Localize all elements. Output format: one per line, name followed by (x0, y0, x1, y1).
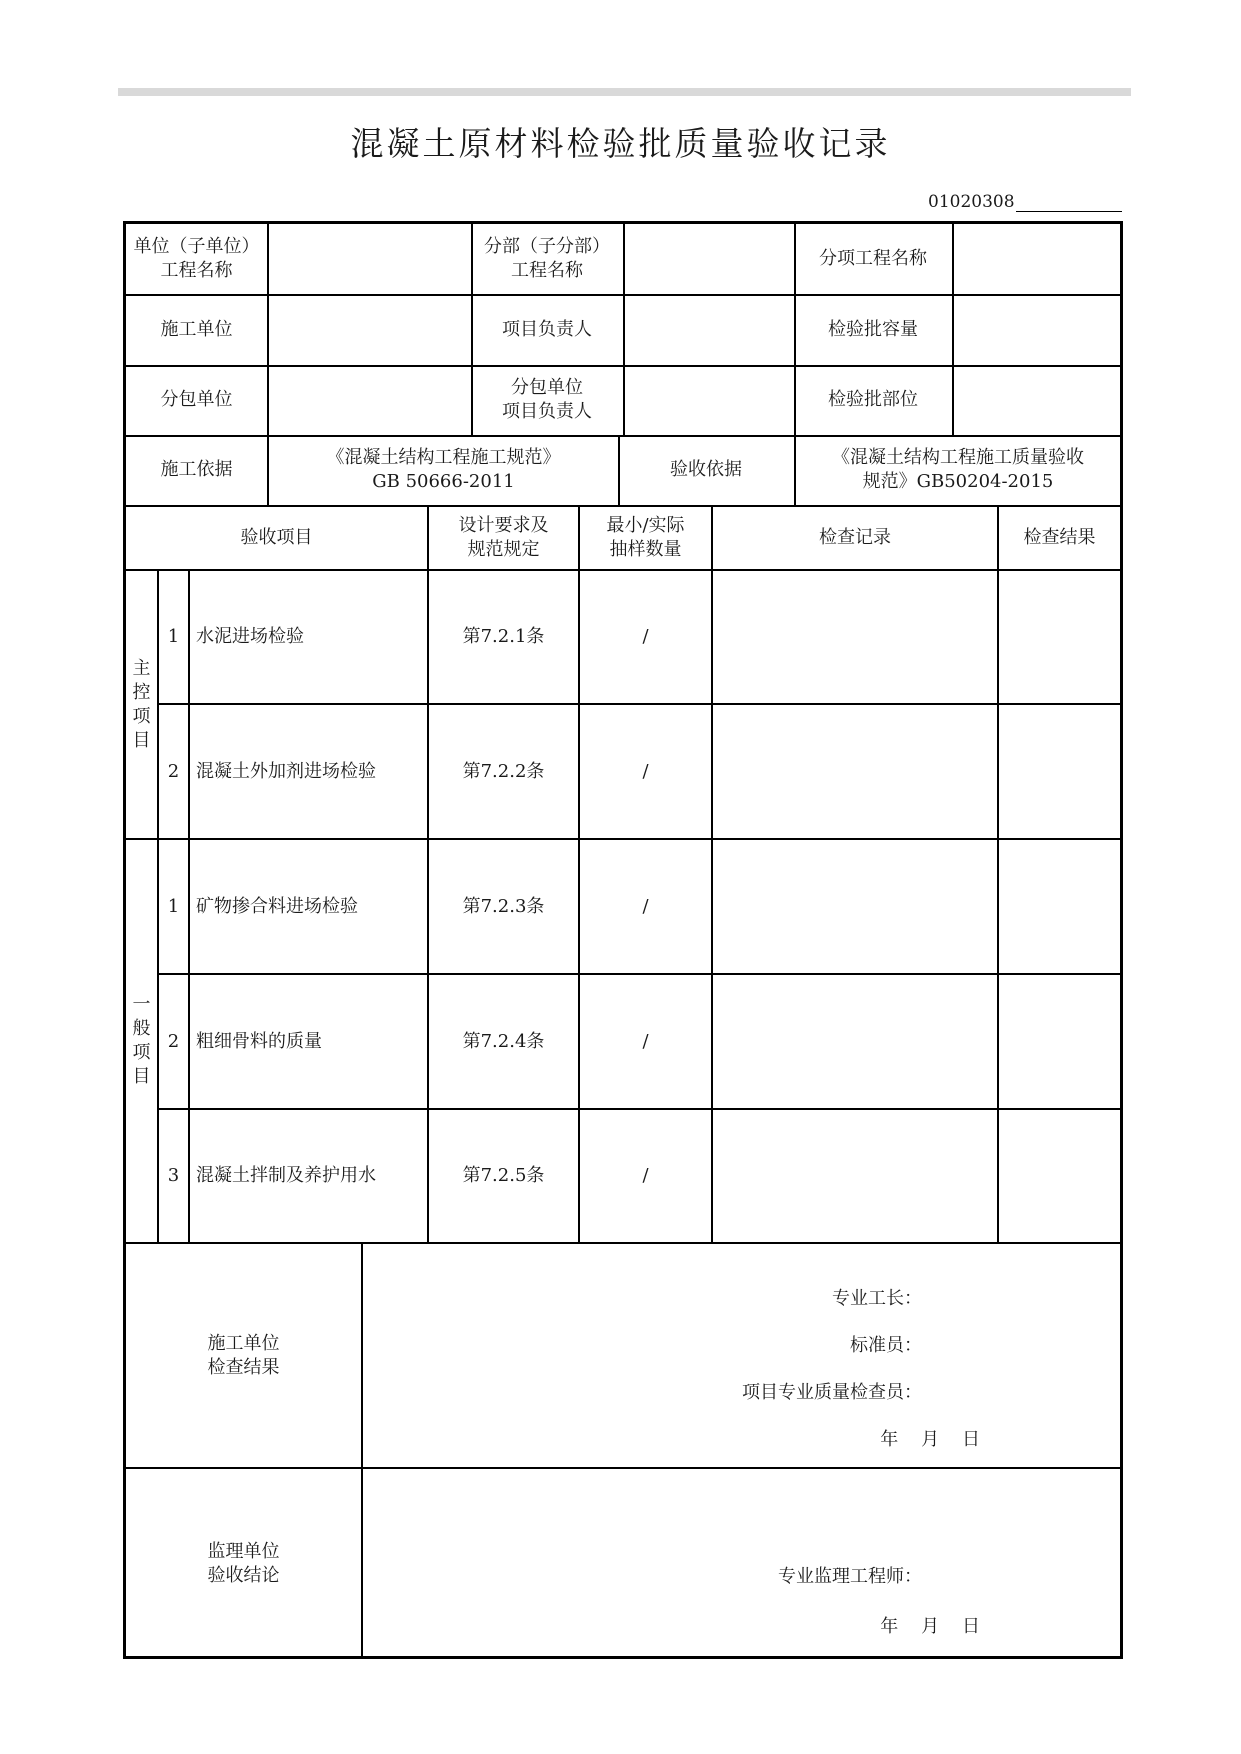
item-name: 水泥进场检验 (196, 626, 304, 647)
batch-capacity-label: 检验批容量 (828, 318, 918, 340)
unit-project-label: 单位（子单位） 工程名称 (133, 236, 260, 281)
construction-check-label: 施工单位 检查结果 (207, 1332, 280, 1378)
supervision-date: 年 月 日 (880, 1616, 980, 1637)
item-project-label: 分项工程名称 (819, 248, 927, 269)
acceptance-basis-value: 《混凝土结构工程施工质量验收 规范》GB50204-2015 (832, 447, 1084, 492)
constructor-label: 施工单位 (160, 318, 233, 340)
item-number: 1 (167, 895, 180, 917)
supervision-engineer-signature: 专业监理工程师： (778, 1566, 922, 1587)
basis-label: 施工依据 (160, 459, 233, 480)
item-name: 粗细骨料的质量 (196, 1030, 322, 1052)
col-sample: 最小/实际 抽样数量 (606, 515, 685, 560)
item-number: 2 (167, 1030, 180, 1052)
construction-date: 年 月 日 (880, 1429, 980, 1450)
col-design: 设计要求及 规范规定 (458, 515, 549, 560)
project-manager-label: 项目负责人 (502, 318, 592, 340)
form-code: 01020308 (928, 192, 1015, 212)
item-clause: 第7.2.5条 (462, 1165, 545, 1186)
item-sample: / (642, 1165, 649, 1186)
standard-officer-signature: 标准员： (850, 1335, 922, 1356)
sub-project-label: 分部（子分部） 工程名称 (484, 236, 610, 281)
item-number: 2 (167, 760, 180, 782)
item-number: 3 (167, 1165, 180, 1186)
col-result: 检查结果 (1023, 527, 1096, 548)
col-item: 验收项目 (240, 527, 313, 548)
item-name: 矿物掺合料进场检验 (196, 895, 358, 917)
general-group-label: 一 般 项 目 (132, 994, 151, 1087)
item-clause: 第7.2.1条 (462, 626, 545, 647)
basis-value: 《混凝土结构工程施工规范》 GB 50666-2011 (326, 447, 561, 492)
item-sample: / (642, 760, 649, 782)
quality-inspector-signature: 项目专业质量检查员： (742, 1382, 922, 1403)
item-number: 1 (167, 626, 180, 647)
item-name: 混凝土外加剂进场检验 (196, 760, 376, 782)
main-group-label: 主 控 项 目 (132, 657, 151, 751)
item-clause: 第7.2.4条 (462, 1030, 545, 1052)
item-sample: / (642, 895, 649, 917)
item-sample: / (642, 1030, 649, 1052)
subcontractor-label: 分包单位 (160, 389, 233, 410)
col-record: 检查记录 (819, 527, 891, 548)
foreman-signature: 专业工长： (832, 1288, 922, 1309)
item-name: 混凝土拌制及养护用水 (196, 1165, 376, 1186)
form-code-underline (1016, 211, 1122, 212)
item-clause: 第7.2.3条 (462, 895, 545, 917)
acceptance-basis-label: 验收依据 (670, 459, 742, 480)
acceptance-record-table (123, 221, 1123, 1659)
batch-location-label: 检验批部位 (828, 389, 918, 410)
top-divider (118, 88, 1131, 96)
item-sample: / (642, 626, 649, 647)
item-clause: 第7.2.2条 (462, 760, 545, 782)
supervision-label: 监理单位 验收结论 (207, 1541, 280, 1586)
page-title: 混凝土原材料检验批质量验收记录 (350, 124, 891, 163)
sub-manager-label: 分包单位 项目负责人 (502, 377, 592, 422)
